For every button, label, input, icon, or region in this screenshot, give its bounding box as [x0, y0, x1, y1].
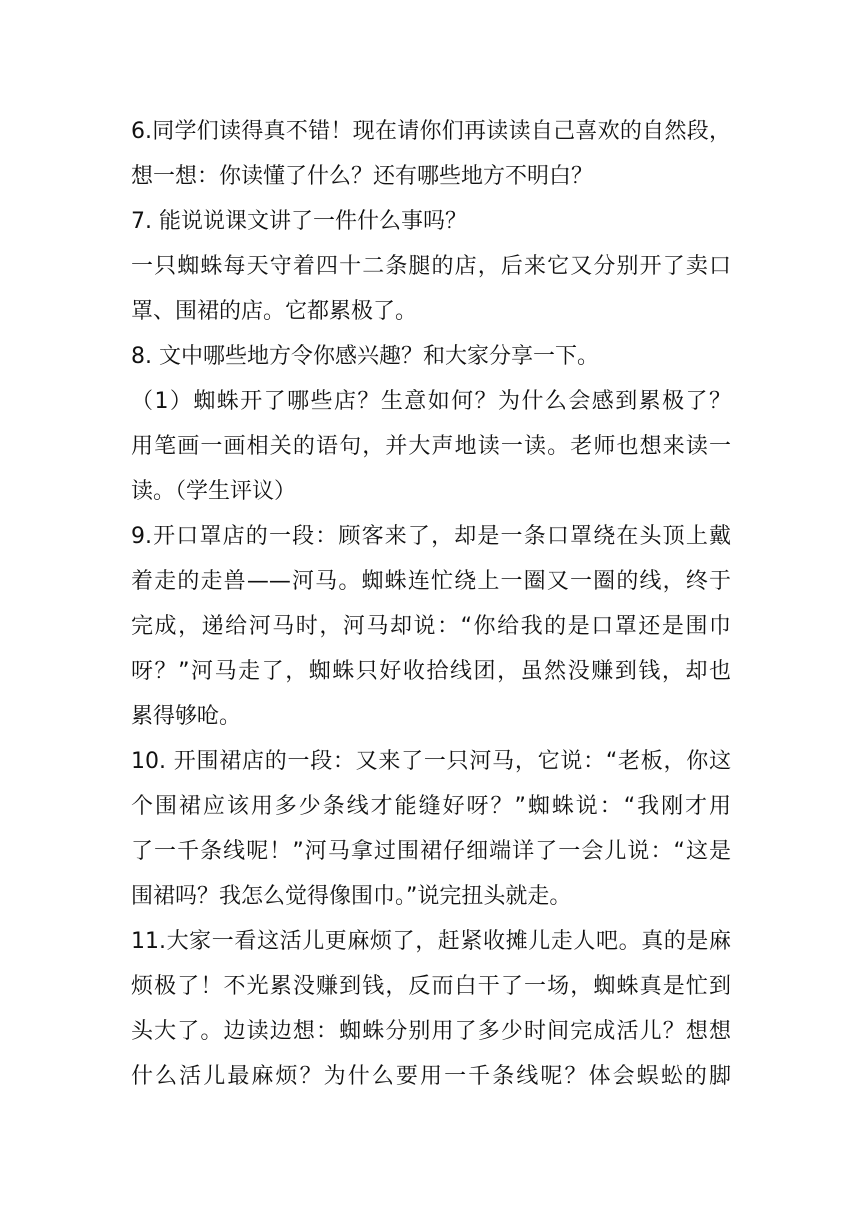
paragraph-7-answer [131, 244, 731, 334]
text-line: 完成，递给河马时，河马却说：“你给我的是口罩还是围巾 [131, 614, 731, 639]
text-line: 9.开口罩店的一段：顾客来了，却是一条口罩绕在头顶上戴 [131, 524, 731, 549]
paragraph-8 [131, 334, 731, 379]
paragraph-10 [131, 739, 731, 919]
text-line: 什么活儿最麻烦？为什么要用一千条线呢？体会蜈蚣的脚 [131, 1064, 731, 1089]
text-line: 个围裙应该用多少条线才能缝好呀？”蜘蛛说：“我刚才用 [131, 794, 731, 819]
text-line: 7. 能说说课文讲了一件什么事吗？ [131, 209, 467, 234]
text-line: 呀？”河马走了，蜘蛛只好收拾线团，虽然没赚到钱，却也 [131, 659, 731, 684]
paragraph-9 [131, 514, 731, 739]
document-body [131, 109, 731, 1099]
paragraph-11 [131, 919, 731, 1099]
text-line: 烦极了！不光累没赚到钱，反而白干了一场，蜘蛛真是忙到 [131, 974, 731, 999]
text-line: 6.同学们读得真不错！现在请你们再读读自己喜欢的自然段， [131, 119, 731, 144]
paragraph-8-1 [131, 379, 731, 514]
paragraph-7 [131, 199, 731, 244]
text-line: 10. 开围裙店的一段：又来了一只河马，它说：“老板，你这 [131, 749, 731, 774]
text-line: 一只蜘蛛每天守着四十二条腿的店，后来它又分别开了卖口 [131, 254, 731, 279]
text-line: 罩、围裙的店。它都累极了。 [131, 299, 418, 324]
text-line: 读。（学生评议） [131, 479, 297, 504]
paragraph-6 [131, 109, 731, 199]
text-line: 想一想：你读懂了什么？还有哪些地方不明白？ [131, 164, 594, 189]
text-line: 11.大家一看这活儿更麻烦了，赶紧收摊儿走人吧。真的是麻 [131, 929, 731, 954]
text-line: 了一千条线呢！”河马拿过围裙仔细端详了一会儿说：“这是 [131, 839, 731, 864]
text-line: （1）蜘蛛开了哪些店？生意如何？为什么会感到累极了？ [131, 389, 731, 414]
text-line: 着走的走兽——河马。蜘蛛连忙绕上一圈又一圈的线，终于 [131, 569, 731, 594]
text-line: 用笔画一画相关的语句，并大声地读一读。老师也想来读一 [131, 434, 731, 459]
text-line: 累得够呛。 [131, 704, 242, 729]
text-line: 围裙吗？我怎么觉得像围巾。”说完扭头就走。 [131, 884, 572, 909]
text-line: 8. 文中哪些地方令你感兴趣？和大家分享一下。 [131, 344, 599, 369]
text-line: 头大了。边读边想：蜘蛛分别用了多少时间完成活儿？想想 [131, 1019, 731, 1044]
